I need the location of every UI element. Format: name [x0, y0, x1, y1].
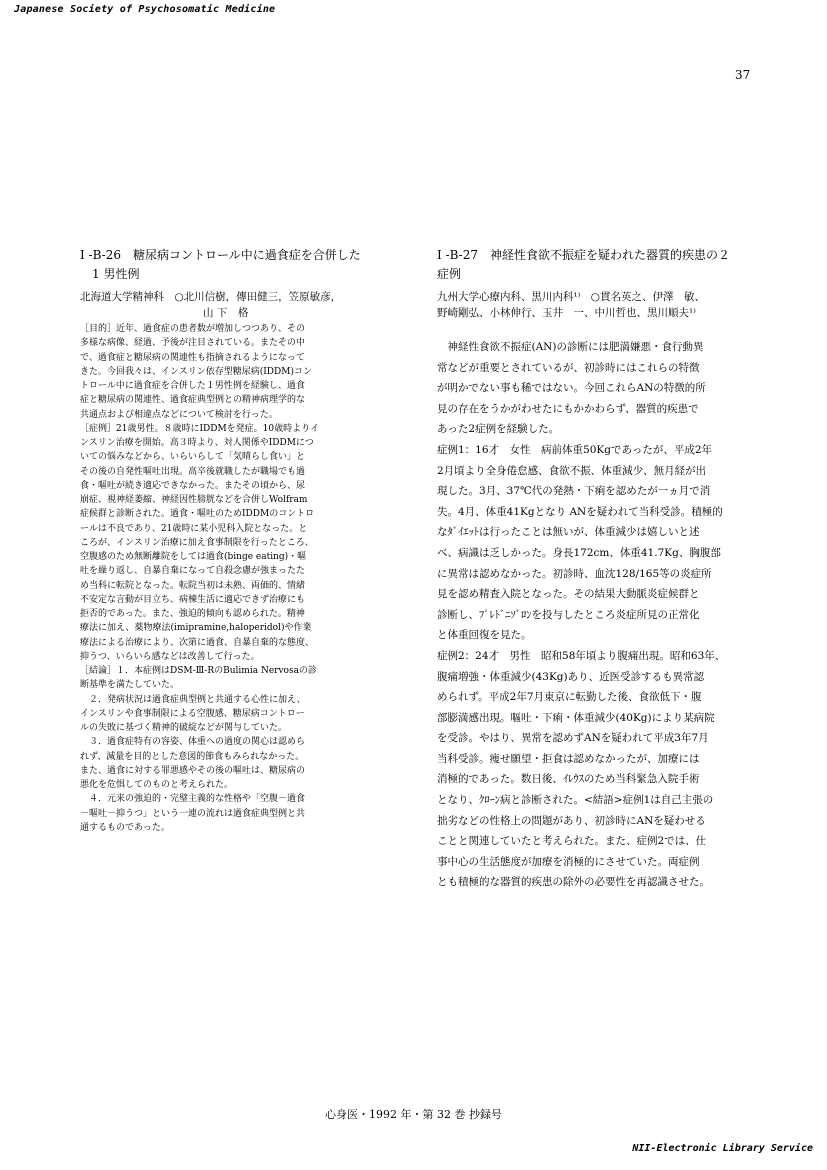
abstract-body: [437, 337, 752, 893]
abstract-body: [80, 322, 385, 835]
author-line: 九州大学心療内科、黒川内科¹⁾ ○貫名英之、伊澤 敏、: [437, 291, 705, 303]
body-line: 診断し、ﾌﾟﾚﾄﾞﾆｿﾞﾛﾝを投与したところ炎症所見の正常化: [437, 608, 700, 621]
library-footer: NII-Electronic Library Service: [632, 1143, 813, 1154]
body-line: ころが、インスリン治療に加え食事制限を行ったところ、: [80, 537, 314, 548]
body-line: べ、病識は乏しかった。身長172cm、体重41.7Kg、胸腹部: [437, 546, 721, 559]
body-line: 空腹感のため無断離院をしては過食(binge eating)・嘔: [80, 552, 307, 562]
body-line: ４．元来の強迫的・完璧主義的な性格や「空腹－過食: [80, 794, 306, 805]
body-line: ールは不良であり、21歳時に某小児科入院となった。と: [80, 523, 308, 534]
body-line: 症例1：16才 女性 病前体重50Kgであったが、平成2年: [437, 443, 713, 456]
body-line: ［目的］近年、過食症の患者数が増加しつつあり、その: [80, 324, 306, 334]
body-line: 常などが重要とされているが、初診時にはこれらの特徴: [437, 361, 700, 374]
body-line: となり、ｸﾛｰﾝ病と診断された。<結語>症例1は自己主張の: [437, 794, 714, 807]
body-line: 食・嘔吐が続き適応できなかった。またその頃から、尿: [80, 480, 306, 491]
body-line: 抑うつ、いらいら感などは改善して行った。: [80, 651, 260, 662]
body-line: 現した。3月、37℃代の発熱・下痢を認めたが一ヵ月で消: [437, 485, 711, 498]
abstract-title: [437, 246, 752, 284]
body-line: トロール中に過食症を合併した１男性例を経験し、過食: [80, 381, 305, 391]
abstract-right: [437, 246, 752, 893]
body-line: められず。平成2年7月東京に転勤した後、食欲低下・腹: [437, 691, 702, 704]
body-line: 症例2：24才 男性 昭和58年頃より腹痛出現。昭和63年、: [437, 649, 726, 662]
body-line: 悪化を危惧してのものと考えられた。: [80, 780, 234, 790]
body-line: 崩症、視神経萎縮、神経因性膀胱などを合併しWolfram: [80, 495, 308, 505]
title-line: I -B-26 糖尿病コントロール中に過食症を合併した: [80, 248, 361, 262]
body-line: 当科受診。痩せ願望・拒食は認めなかったが、加療には: [437, 752, 700, 765]
body-line: 2月頃より全身倦怠感、食欲不振、体重減少、無月経が出: [437, 464, 707, 477]
body-line: 多様な病像、経過、予後が注目されている。またその中: [80, 338, 306, 349]
body-line: ［結論］１．本症例はDSM-Ⅲ-RのBulimia Nervosaの診: [80, 666, 317, 676]
author-line: 北海道大学精神科 ○北川信樹，傳田健三，笠原敏彦，: [80, 291, 342, 303]
abstract-authors: [437, 289, 752, 321]
body-line: その後の自発性嘔吐出現。高卒後就職したが職場でも過: [80, 466, 306, 477]
body-line: 症候群と診断された。過食・嘔吐のためIDDMのコントロ: [80, 509, 315, 520]
body-line: 腹痛増強・体重減少(43Kg)あり、近医受診するも異常認: [437, 670, 705, 683]
body-line: ことと関連していたと考えられた。また、症例2では、仕: [437, 835, 707, 848]
body-line: また、過食に対する罪悪感やその後の嘔吐は、糖尿病の: [80, 765, 306, 776]
body-line: 通するものであった。: [80, 822, 170, 833]
abstract-authors: [80, 289, 385, 321]
body-line: 吐を繰り返し、自暴自棄になって自殺念慮が強まったた: [80, 566, 306, 577]
body-line: 神経性食欲不振症(AN)の診断には肥満嫌悪・食行動異: [437, 341, 704, 353]
body-line: ［症例］21歳男性。８歳時にIDDMを発症。10歳時よりイ: [80, 423, 320, 434]
body-line: 拒否的であった。また、強迫的傾向も認められた。精神: [80, 609, 305, 619]
body-line: 消極的であった。数日後、ｲﾚｳｽのため当科緊急入院手術: [437, 773, 700, 786]
body-line: 断基準を満たしていた。: [80, 680, 180, 691]
title-line: 症例: [437, 267, 462, 281]
body-line: め当科に転院となった。転院当初は未熟、両価的、情緒: [80, 580, 306, 591]
body-line: 見の存在をうかがわせたにもかかわらず、器質的疾患で: [437, 402, 699, 415]
body-line: ３．過食症特有の容姿、体重への過度の関心は認めら: [80, 737, 306, 748]
body-line: いての悩みなどから、いらいらして「気晴らし食い」と: [80, 452, 306, 463]
author-line: 野崎剛弘、小林伸行、玉井 一、中川哲也、黒川順夫¹⁾: [437, 307, 696, 319]
body-line: 部膨満感出現。嘔吐・下痢・体重減少(40Kg)により某病院: [437, 711, 715, 724]
abstract-left: [80, 246, 385, 835]
body-line: と体重回復を見た。: [437, 629, 532, 642]
body-line: 拙劣などの性格上の問題があり、初診時にANを疑わせる: [437, 814, 706, 827]
journal-footer: 心身医・1992 年・第 32 巻 抄録号: [325, 1108, 502, 1121]
body-line: に異常は認めなかった。初診時、血沈128/165等の炎症所: [437, 567, 712, 580]
body-line: 共通点および相違点などについて検討を行った。: [80, 409, 278, 420]
body-line: ルの失敗に基づく精神的破綻などが関与していた。: [80, 723, 288, 733]
body-line: とも積極的な器質的疾患の除外の必要性を再認識させた。: [437, 876, 710, 889]
body-line: 療法に加え、薬物療法(imipramine,haloperidol)や作業: [80, 623, 312, 634]
body-line: 失。4月、体重41Kgとなり ANを疑われて当科受診。積極的: [437, 505, 723, 518]
society-header: Japanese Society of Psychosomatic Medicine: [14, 4, 276, 15]
title-line: I -B-27 神経性食欲不振症を疑われた器質的疾患の２: [437, 248, 730, 262]
body-line: なﾀﾞｲｴｯﾄは行ったことは無いが、体重減少は嬉しいと述: [437, 526, 700, 539]
body-line: 療法による治療により、次第に過食、自暴自棄的な態度、: [80, 637, 315, 648]
body-line: で、過食症と糖尿病の関連性も指摘されるようになって: [80, 352, 305, 363]
body-line: 不安定な言動が目立ち、病棟生活に適応できず治療にも: [80, 594, 306, 605]
body-line: 見を認め精査入院となった。その結果大動脈炎症候群と: [437, 588, 700, 601]
body-line: れず、減量を目的とした意図的節食もみられなかった。: [80, 751, 305, 762]
body-line: が明かでない事も稀ではない。今回これらANの特徴的所: [437, 382, 706, 395]
body-line: 事中心の生活態度が加療を消極的にさせていた。両症例: [437, 855, 700, 868]
body-line: インスリンや食事制限による空腹感、糖尿病コントロー: [80, 708, 305, 719]
body-line: ンスリン治療を開始。高３時より、対人関係やIDDMにつ: [80, 438, 314, 448]
body-line: きた。今回我々は、インスリン依存型糖尿病(IDDM)コン: [80, 366, 312, 377]
abstract-title: [80, 246, 385, 284]
body-line: あった2症例を経験した。: [437, 423, 560, 436]
page-number: 37: [735, 68, 751, 82]
body-line: 症と糖尿病の関連性、過食症典型例との精神病理学的な: [80, 395, 306, 406]
body-line: を受診。やはり、異常を認めずANを疑われて平成3年7月: [437, 732, 709, 745]
body-line: －嘔吐－抑うつ」という一連の流れは過食症典型例と共: [80, 808, 306, 819]
body-line: ２．発病状況は過食症典型例と共通する心性に加え、: [80, 694, 306, 705]
author-line: 山 下 格: [203, 307, 249, 319]
title-line: 1 男性例: [80, 267, 140, 281]
